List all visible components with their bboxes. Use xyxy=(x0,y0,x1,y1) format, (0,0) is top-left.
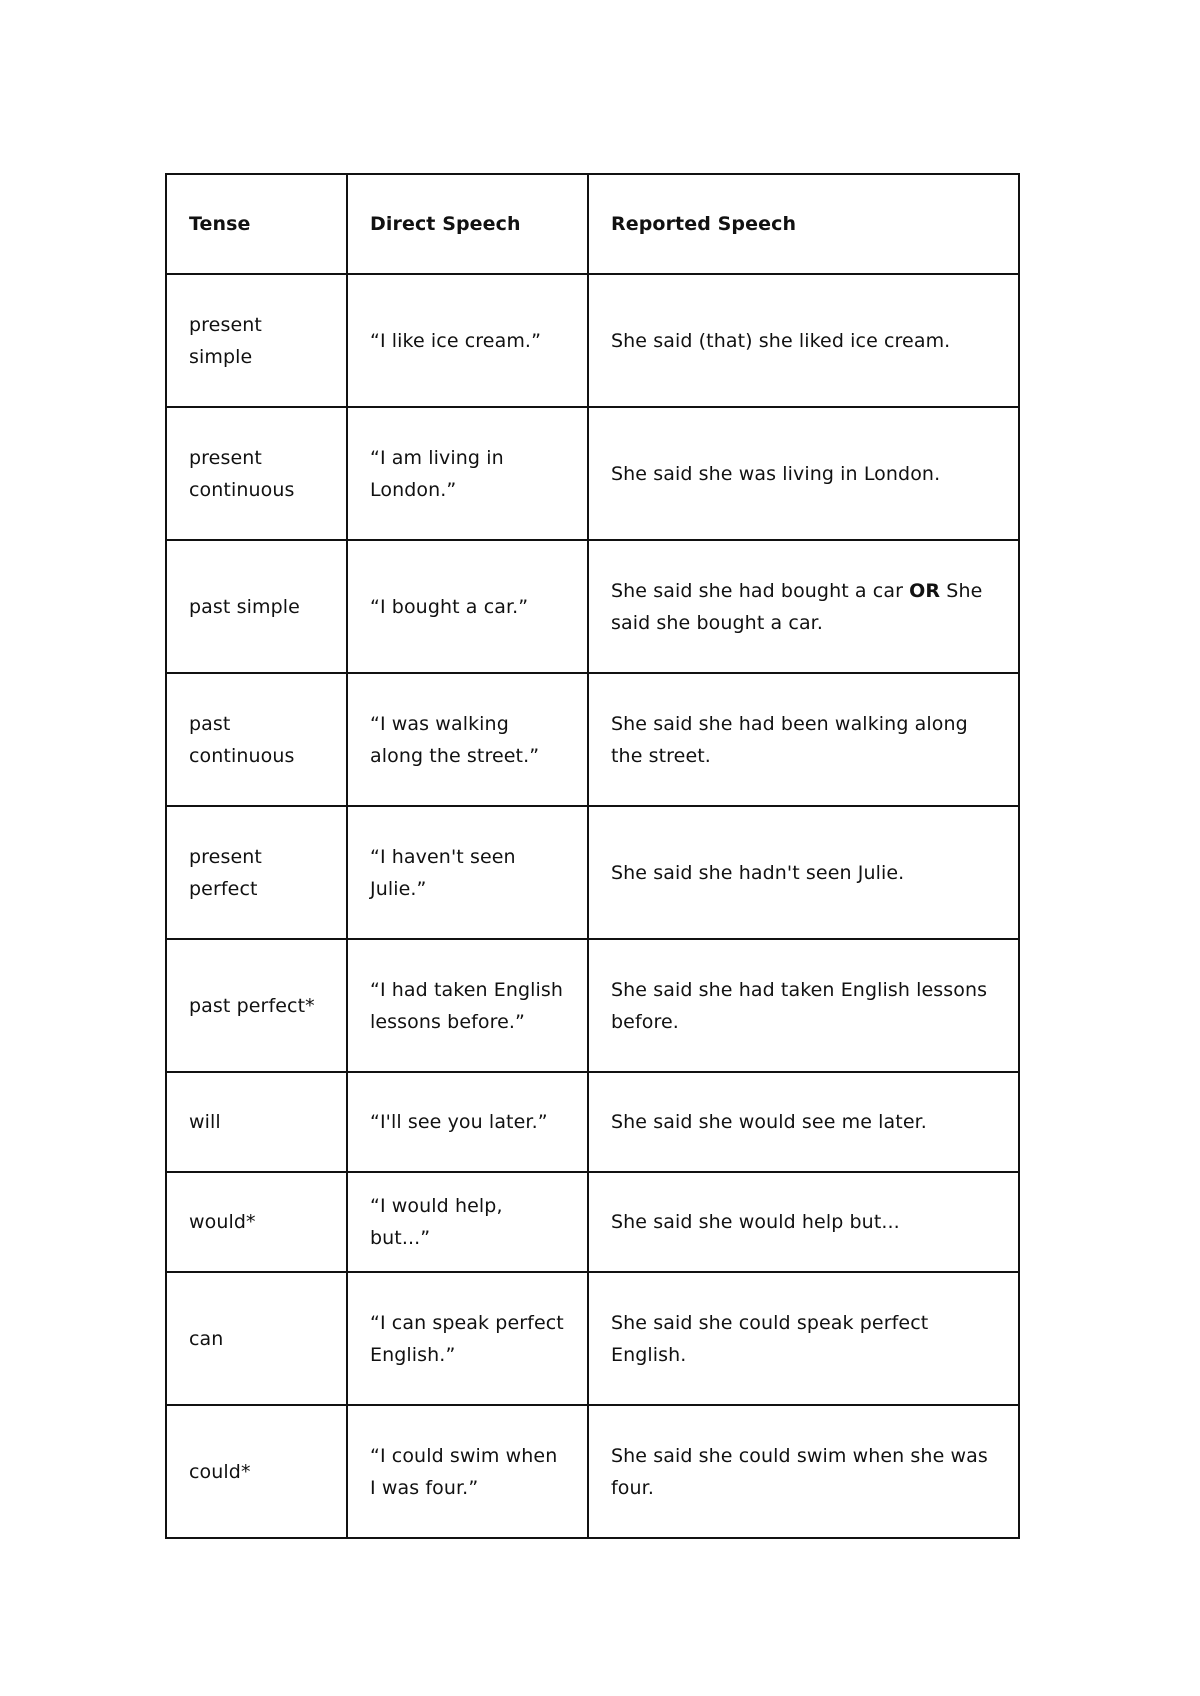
direct-speech-cell: “I haven't seen Julie.” xyxy=(347,806,588,939)
reported-speech-cell: She said she had been walking along the street. xyxy=(588,673,1019,806)
reported-speech-cell: She said (that) she liked ice cream. xyxy=(588,274,1019,407)
tense-cell: present simple xyxy=(166,274,347,407)
tense-cell: can xyxy=(166,1272,347,1405)
reported-speech-cell: She said she could swim when she was four. xyxy=(588,1405,1019,1538)
direct-speech-cell: “I can speak perfect English.” xyxy=(347,1272,588,1405)
reported-speech-cell: She said she could speak perfect English. xyxy=(588,1272,1019,1405)
reported-speech-part2: She said she bought a car. xyxy=(611,579,983,634)
table-row xyxy=(166,540,1019,673)
tense-cell: past continuous xyxy=(166,673,347,806)
reported-speech-cell: She said she was living in London. xyxy=(588,407,1019,540)
table-row xyxy=(166,1272,1019,1405)
direct-speech-cell: “I was walking along the street.” xyxy=(347,673,588,806)
table-row xyxy=(166,673,1019,806)
table-row xyxy=(166,1405,1019,1538)
tense-cell: past simple xyxy=(166,540,347,673)
table-row xyxy=(166,407,1019,540)
table-row xyxy=(166,1072,1019,1172)
direct-speech-cell: “I would help, but...” xyxy=(347,1172,588,1272)
header-reported-speech: Reported Speech xyxy=(588,174,1019,274)
table-header-row xyxy=(166,174,1019,274)
reported-speech-cell: She said she had taken English lessons before. xyxy=(588,939,1019,1072)
tense-cell: will xyxy=(166,1072,347,1172)
direct-speech-cell: “I had taken English lessons before.” xyxy=(347,939,588,1072)
reported-speech-cell xyxy=(588,540,1019,673)
direct-speech-cell: “I am living in London.” xyxy=(347,407,588,540)
table-row xyxy=(166,806,1019,939)
direct-speech-cell: “I like ice cream.” xyxy=(347,274,588,407)
tense-cell: present perfect xyxy=(166,806,347,939)
tense-cell: present continuous xyxy=(166,407,347,540)
header-tense: Tense xyxy=(166,174,347,274)
or-word: OR xyxy=(909,579,941,602)
reported-speech-cell: She said she hadn't seen Julie. xyxy=(588,806,1019,939)
table-row xyxy=(166,274,1019,407)
header-direct-speech: Direct Speech xyxy=(347,174,588,274)
reported-speech-cell: She said she would see me later. xyxy=(588,1072,1019,1172)
reported-speech-table xyxy=(165,173,1020,1539)
tense-cell: could* xyxy=(166,1405,347,1538)
reported-speech-part1: She said she had bought a car xyxy=(611,579,904,602)
table-row xyxy=(166,1172,1019,1272)
direct-speech-cell: “I bought a car.” xyxy=(347,540,588,673)
tense-cell: would* xyxy=(166,1172,347,1272)
direct-speech-cell: “I could swim when I was four.” xyxy=(347,1405,588,1538)
direct-speech-cell: “I'll see you later.” xyxy=(347,1072,588,1172)
table-row xyxy=(166,939,1019,1072)
reported-speech-cell: She said she would help but... xyxy=(588,1172,1019,1272)
tense-cell: past perfect* xyxy=(166,939,347,1072)
